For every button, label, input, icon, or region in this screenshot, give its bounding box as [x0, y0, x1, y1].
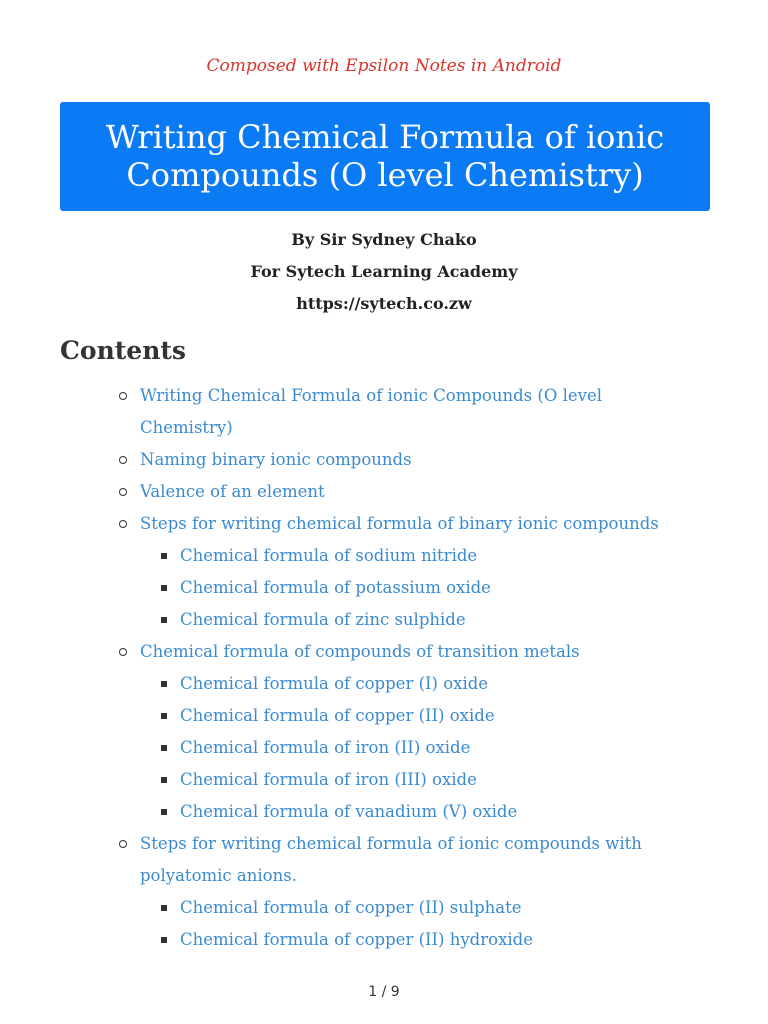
organization-line: For Sytech Learning Academy	[250, 262, 518, 281]
toc-link[interactable]	[180, 700, 768, 732]
toc-link-line: Writing Chemical Formula of ionic Compounds (O level	[140, 386, 602, 405]
toc-item	[0, 604, 768, 636]
toc-item	[0, 700, 768, 732]
square-bullet-icon	[161, 713, 167, 719]
toc-item	[0, 892, 768, 924]
toc-item	[0, 924, 768, 956]
circle-bullet-icon	[119, 392, 127, 400]
toc-item	[0, 636, 768, 668]
toc-item	[0, 572, 768, 604]
toc-item	[0, 764, 768, 796]
square-bullet-icon	[161, 905, 167, 911]
square-bullet-icon	[161, 585, 167, 591]
toc-item	[0, 796, 768, 828]
circle-bullet-icon	[119, 456, 127, 464]
square-bullet-icon	[161, 937, 167, 943]
square-bullet-icon	[161, 681, 167, 687]
toc-link-line: Steps for writing chemical formula of binary ionic compounds	[140, 514, 659, 533]
title-line-1: Writing Chemical Formula of ionic	[105, 118, 665, 156]
website-line: https://sytech.co.zw	[296, 294, 472, 313]
circle-bullet-icon	[119, 840, 127, 848]
toc-item	[0, 508, 768, 540]
toc-item	[0, 732, 768, 764]
toc-link[interactable]	[140, 508, 768, 540]
toc-link[interactable]	[140, 636, 768, 668]
toc-link-line: Naming binary ionic compounds	[140, 450, 412, 469]
toc-link-line: Valence of an element	[140, 482, 325, 501]
toc-link-line: Chemical formula of iron (III) oxide	[180, 770, 477, 789]
toc-link-line: Chemical formula of copper (I) oxide	[180, 674, 489, 693]
toc-link[interactable]	[180, 668, 768, 700]
composed-with-link[interactable]: Composed with Epsilon Notes in Android	[206, 56, 562, 76]
toc-link[interactable]	[180, 572, 768, 604]
toc-link[interactable]	[180, 796, 768, 828]
toc-link[interactable]	[140, 828, 768, 892]
toc-item	[0, 444, 768, 476]
square-bullet-icon	[161, 617, 167, 623]
toc-item	[0, 476, 768, 508]
byline	[0, 224, 768, 320]
toc-link-line: Chemistry)	[140, 418, 233, 437]
table-of-contents	[0, 380, 768, 956]
toc-link-line: Chemical formula of copper (II) hydroxide	[180, 930, 533, 949]
toc-link-line: Steps for writing chemical formula of ionic compounds with	[140, 834, 642, 853]
toc-link[interactable]	[140, 444, 768, 476]
author-line: By Sir Sydney Chako	[291, 230, 477, 249]
toc-item	[0, 828, 768, 892]
circle-bullet-icon	[119, 488, 127, 496]
toc-link[interactable]	[180, 924, 768, 956]
toc-item	[0, 668, 768, 700]
circle-bullet-icon	[119, 520, 127, 528]
toc-link-line: Chemical formula of copper (II) sulphate	[180, 898, 522, 917]
square-bullet-icon	[161, 553, 167, 559]
circle-bullet-icon	[119, 648, 127, 656]
toc-link-line: polyatomic anions.	[140, 866, 297, 885]
title-line-2: Compounds (O level Chemistry)	[126, 156, 644, 194]
toc-link-line: Chemical formula of sodium nitride	[180, 546, 478, 565]
toc-link[interactable]	[180, 732, 768, 764]
toc-link[interactable]	[180, 604, 768, 636]
toc-link[interactable]	[140, 476, 768, 508]
toc-link[interactable]	[180, 892, 768, 924]
square-bullet-icon	[161, 777, 167, 783]
toc-link-line: Chemical formula of compounds of transition metals	[140, 642, 580, 661]
toc-link-line: Chemical formula of potassium oxide	[180, 578, 491, 597]
square-bullet-icon	[161, 745, 167, 751]
square-bullet-icon	[161, 809, 167, 815]
page-indicator: 1 / 9	[368, 984, 400, 1000]
toc-link-line: Chemical formula of copper (II) oxide	[180, 706, 495, 725]
toc-link[interactable]	[140, 380, 768, 444]
toc-item	[0, 540, 768, 572]
toc-item	[0, 380, 768, 444]
toc-link-line: Chemical formula of zinc sulphide	[180, 610, 466, 629]
toc-link-line: Chemical formula of vanadium (V) oxide	[180, 802, 518, 821]
title-banner	[60, 102, 710, 211]
contents-heading: Contents	[60, 336, 187, 365]
toc-link-line: Chemical formula of iron (II) oxide	[180, 738, 471, 757]
toc-link[interactable]	[180, 540, 768, 572]
toc-link[interactable]	[180, 764, 768, 796]
